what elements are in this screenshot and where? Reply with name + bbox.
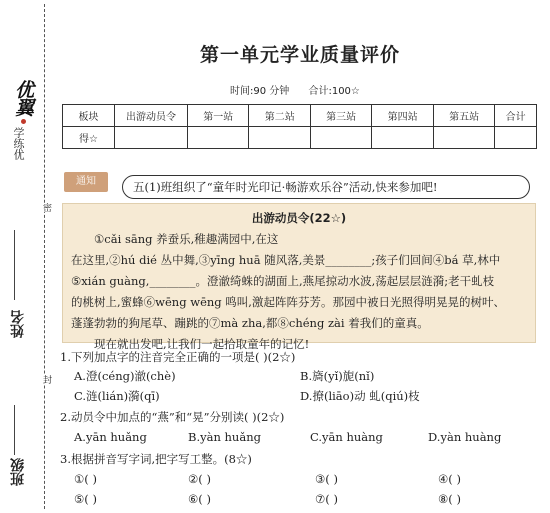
name-line [14, 230, 15, 300]
brand-logo [10, 80, 36, 160]
q3-blank-2[interactable]: ②( ) [188, 472, 211, 486]
brand-subtitle: 学练优 [12, 127, 25, 160]
score-cell[interactable] [433, 127, 494, 149]
q3-blank-8[interactable]: ⑧( ) [438, 492, 461, 506]
passage-line: 蓬蓬勃勃的狗尾草、蹦跳的⑦mà zha,都⑧chéng zài 着我们的童真。 [71, 316, 429, 330]
score-cell[interactable] [115, 127, 188, 149]
q3-blank-1[interactable]: ①( ) [74, 472, 97, 486]
notice-flag: 通知 [64, 172, 108, 192]
q3-blank-4[interactable]: ④( ) [438, 472, 461, 486]
row-label: 得☆ [63, 127, 115, 149]
q2-option-a[interactable]: A.yān huǎng [74, 430, 147, 444]
total-score: 合计:100☆ [308, 86, 360, 97]
notice-text: 五(1)班组织了“童年时光印记·畅游欢乐谷”活动,快来参加吧! [122, 175, 530, 199]
q2-option-d[interactable]: D.yàn huàng [428, 430, 502, 444]
passage-line: ⑤xián guàng,________。澄澈绮蛛的湖面上,燕尾掠动水波,荡起层层涟漪;老干虬枝 [71, 274, 495, 288]
name-label: 姓名 [10, 310, 26, 338]
brand-dot-icon [21, 119, 26, 124]
class-line [14, 405, 15, 455]
q1-option-a[interactable]: A.澄(céng)澈(chè) [74, 369, 176, 383]
q3-blank-3[interactable]: ③( ) [315, 472, 338, 486]
q1-option-c[interactable]: C.涟(lián)漪(qī) [74, 389, 160, 403]
score-cell[interactable] [249, 127, 310, 149]
passage-box [62, 203, 536, 351]
score-cell[interactable] [188, 127, 249, 149]
header-cell: 第二站 [249, 105, 310, 127]
binding-strip [0, 0, 58, 513]
question-1: 1.下列加点字的注音完全正确的一项是( )(2☆) [60, 350, 296, 364]
q1-option-d[interactable]: D.撩(liāo)动 虬(qiú)枝 [300, 389, 420, 403]
exam-meta [230, 82, 376, 97]
q2-option-c[interactable]: C.yān huàng [310, 430, 383, 444]
header-cell: 板块 [63, 105, 115, 127]
header-cell: 合计 [495, 105, 537, 127]
notice-badge [64, 172, 110, 194]
passage-line: 现在就出发吧,让我们一起拾取童年的记忆! [94, 337, 310, 351]
passage-line: 在这里,②hú dié 丛中舞,③yīng huā 随风落,美景________;孩子们回间④bá 草,林中 [71, 253, 501, 267]
header-cell: 第四站 [372, 105, 433, 127]
score-table-row [63, 127, 537, 149]
question-3: 3.根据拼音写字词,把字写工整。(8☆) [60, 452, 252, 466]
header-cell: 第一站 [188, 105, 249, 127]
passage-line: 的桃树上,蜜蜂⑥wēng wēng 鸣叫,激起阵阵芬芳。那园中被日光照得明晃晃的树叶、 [71, 295, 505, 309]
q3-blank-7[interactable]: ⑦( ) [315, 492, 338, 506]
score-cell[interactable] [310, 127, 371, 149]
q2-option-b[interactable]: B.yàn huǎng [188, 430, 261, 444]
class-label: 班级 [10, 458, 26, 486]
passage-title: 出游动员令(22☆) [251, 211, 347, 225]
seal-mark-1: 密 [41, 203, 51, 212]
time-limit: 时间:90 分钟 [230, 86, 290, 97]
q3-blank-6[interactable]: ⑥( ) [188, 492, 211, 506]
passage-line: ①cǎi sāng 养蚕乐,稚趣满园中,在这 [94, 232, 279, 246]
question-2: 2.动员令中加点的“燕”和“晃”分别读( )(2☆) [60, 410, 285, 424]
score-cell[interactable] [372, 127, 433, 149]
header-cell: 第五站 [433, 105, 494, 127]
score-table [62, 104, 537, 149]
seal-mark-2: 封 [41, 375, 51, 384]
binding-dashed-line [44, 4, 45, 509]
score-table-header-row [63, 105, 537, 127]
q1-option-b[interactable]: B.旖(yǐ)旎(nǐ) [300, 369, 375, 383]
q3-blank-5[interactable]: ⑤( ) [74, 492, 97, 506]
page-title: 第一单元学业质量评价 [200, 44, 401, 66]
header-cell: 出游动员令 [115, 105, 188, 127]
header-cell: 第三站 [310, 105, 371, 127]
score-cell[interactable] [495, 127, 537, 149]
brand-name: 优翼 [12, 80, 34, 116]
